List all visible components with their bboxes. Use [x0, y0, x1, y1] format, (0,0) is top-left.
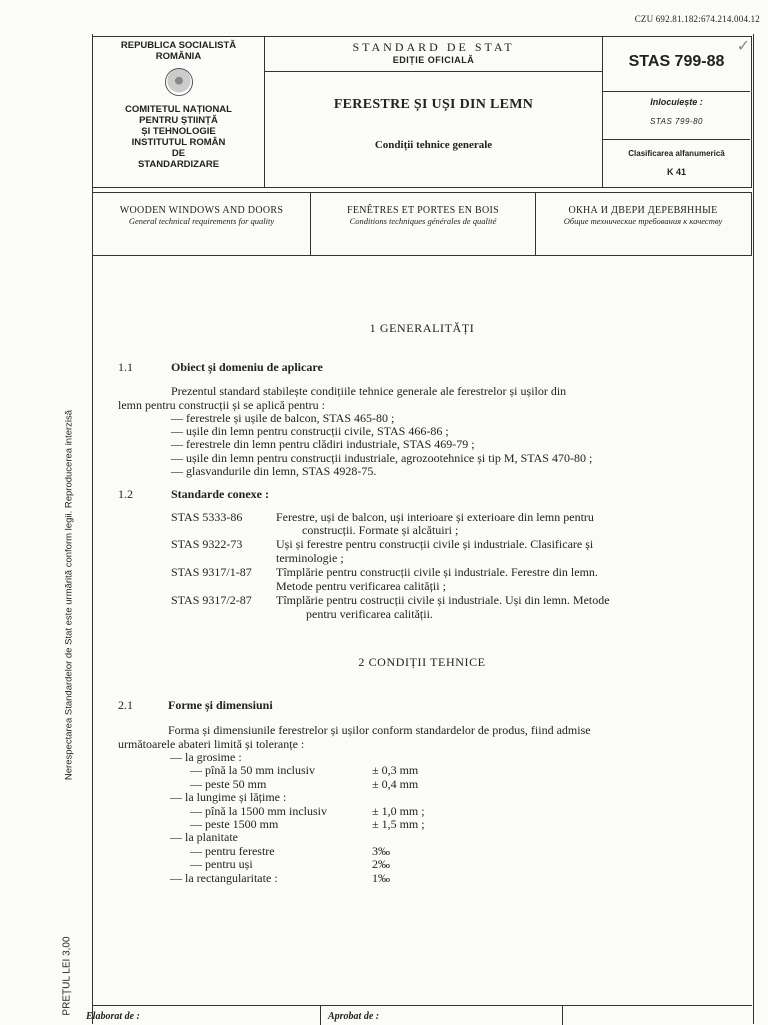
udc-code: CZU 692.81.182:674.214.004.12	[634, 14, 760, 24]
body-line: Prezentul standard stabilește condițiile tehnice generale ale ferestrelor și ușilor din	[171, 384, 567, 398]
tolerance-value: ± 1,0 mm ;	[372, 803, 425, 818]
ref-text: Metode pentru verificarea calității ;	[276, 579, 446, 593]
price-text: PREȚUL LEI 3,00	[61, 936, 73, 1016]
tolerance-value: ± 1,5 mm ;	[372, 817, 425, 831]
replaces-label: Inlocuiește :	[650, 97, 703, 107]
ref-code: STAS 9317/1-87	[171, 565, 252, 579]
copyright-notice	[62, 360, 76, 830]
body-line: lemn pentru construcții și se aplică pentru :	[118, 398, 325, 412]
tolerance-label: — peste 50 mm	[190, 776, 267, 791]
tolerance-value: 3‰	[372, 843, 390, 858]
check-mark-icon: ✓	[736, 38, 750, 55]
ref-text: Ferestre, uși de balcon, uși interioare și exterioare din lemn pentru	[276, 510, 594, 524]
body-line: Forma și dimensiunile ferestrelor și ușilor conform standardelor de produs, fiind admise	[168, 723, 591, 737]
translation-title: ОКНА И ДВЕРИ ДЕРЕВЯННЫЕ	[568, 205, 718, 216]
issuer-line: REPUBLICA SOCIALISTĂ	[120, 40, 237, 51]
list-item: — ușile din lemn pentru construcții industriale, agrozootehnice și tip M, STAS 470-80 ;	[171, 451, 593, 465]
list-item: — ferestrele din lemn pentru clădiri industriale, STAS 469-79 ;	[171, 437, 475, 451]
prepared-by-label: Elaborat de :	[86, 1011, 140, 1022]
ref-code: STAS 5333-86	[171, 510, 243, 524]
issuer-line: INSTITUTUL ROMÂN	[131, 137, 226, 148]
translation-subtitle: Conditions techniques générales de qualité	[349, 216, 497, 226]
issuer-line: ȘI TEHNOLOGIE	[141, 126, 216, 137]
price-label	[58, 928, 76, 1024]
standard-label: STANDARD DE STAT	[352, 40, 515, 54]
translation-ru	[536, 193, 750, 255]
section-heading: 1 GENERALITĂȚI	[369, 321, 475, 335]
title-cell	[265, 37, 603, 187]
issuer-country	[93, 37, 264, 62]
translation-title: FENÊTRES ET PORTES EN BOIS	[346, 205, 500, 216]
translations-row	[92, 192, 752, 256]
code-cell	[603, 37, 750, 187]
ref-code: STAS 9322-73	[171, 537, 243, 551]
divider	[603, 139, 750, 140]
tolerance-label: — pînă la 50 mm inclusiv	[190, 763, 315, 778]
tolerance-label: — la lungime și lățime :	[170, 790, 287, 805]
footer-row	[86, 1005, 752, 1025]
divider	[320, 1006, 321, 1025]
ref-text: terminologie ;	[276, 551, 344, 565]
document-subtitle: Condiții tehnice generale	[374, 139, 493, 151]
ref-text: Tîmplărie pentru costrucții civile și industriale. Uși din lemn. Metode	[276, 593, 610, 607]
clause-number: 2.1	[118, 698, 133, 712]
divider	[603, 91, 750, 92]
classification-label: Clasificarea alfanumerică	[628, 149, 725, 158]
tolerance-label: — pentru ferestre	[190, 843, 275, 858]
divider	[562, 1006, 563, 1025]
issuer-line: ROMÂNIA	[155, 51, 202, 62]
translation-en	[93, 193, 311, 255]
coat-of-arms-icon	[165, 68, 193, 96]
approved-by-label: Aprobat de :	[328, 1011, 380, 1022]
translation-subtitle: Общие технические требования к качеству	[563, 216, 723, 226]
tolerance-label: — la planitate	[170, 830, 238, 845]
translation-subtitle: General technical requirements for quality	[128, 216, 275, 226]
translation-title: WOODEN WINDOWS AND DOORS	[119, 205, 284, 216]
clause-title: Obiect și domeniu de aplicare	[171, 360, 323, 374]
list-item: — ferestrele și ușile de balcon, STAS 465-80 ;	[171, 411, 395, 425]
tolerance-value: 1‰	[372, 870, 390, 885]
clause-number: 1.1	[118, 360, 133, 374]
issuer-cell	[93, 37, 265, 187]
tolerance-label: — la grosime :	[170, 750, 242, 764]
translation-fr	[311, 193, 536, 255]
ref-text: Uși și ferestre pentru construcții civile și industriale. Clasificare și	[276, 537, 594, 551]
copyright-text: Nerespectarea Standardelor de Stat este urmărită conform legii. Reproducerea interzisă	[63, 409, 75, 781]
list-item: — glasvandurile din lemn, STAS 4928-75.	[171, 464, 377, 478]
issuer-line: STANDARDIZARE	[137, 159, 220, 170]
issuer-line: DE	[171, 148, 186, 159]
issuer-institution	[93, 104, 264, 170]
ref-text: Tîmplărie pentru construcții civile și industriale. Ferestre din lemn.	[276, 565, 598, 579]
ref-code: STAS 9317/2-87	[171, 593, 252, 607]
tolerance-value: ± 0,3 mm	[372, 763, 419, 778]
header-block	[92, 36, 752, 188]
tolerance-label: — pentru uși	[190, 857, 253, 872]
replaced-standard: STAS 799-80	[650, 117, 703, 126]
issuer-line: COMITETUL NAȚIONAL	[125, 104, 232, 115]
divider	[265, 71, 602, 72]
section-heading: 2 CONDIȚII TEHNICE	[358, 655, 486, 669]
tolerance-value: 2‰	[372, 857, 390, 872]
tolerance-label: — peste 1500 mm	[190, 817, 279, 831]
edition-label: EDIȚIE OFICIALĂ	[392, 55, 475, 65]
classification-code: K 41	[666, 167, 686, 177]
issuer-line: PENTRU ȘTIINȚĂ	[139, 115, 218, 126]
tolerance-value: ± 0,4 mm	[372, 776, 419, 791]
list-item: — ușile din lemn pentru construcții civile, STAS 466-86 ;	[171, 424, 449, 438]
stas-code: STAS 799-88	[628, 53, 725, 70]
document-title: FERESTRE ȘI UȘI DIN LEMN	[333, 97, 534, 112]
ref-text: construcții. Formate și alcătuiri ;	[302, 523, 459, 537]
tolerance-label: — pînă la 1500 mm inclusiv	[190, 803, 327, 818]
ref-text: pentru verificarea calității.	[306, 607, 433, 621]
tolerance-label: — la rectangularitate :	[170, 870, 278, 885]
body-line: următoarele abateri limită și toleranțe :	[118, 737, 305, 751]
clause-title: Forme și dimensiuni	[168, 698, 273, 712]
clause-number: 1.2	[118, 487, 133, 501]
clause-title: Standarde conexe :	[171, 487, 269, 501]
